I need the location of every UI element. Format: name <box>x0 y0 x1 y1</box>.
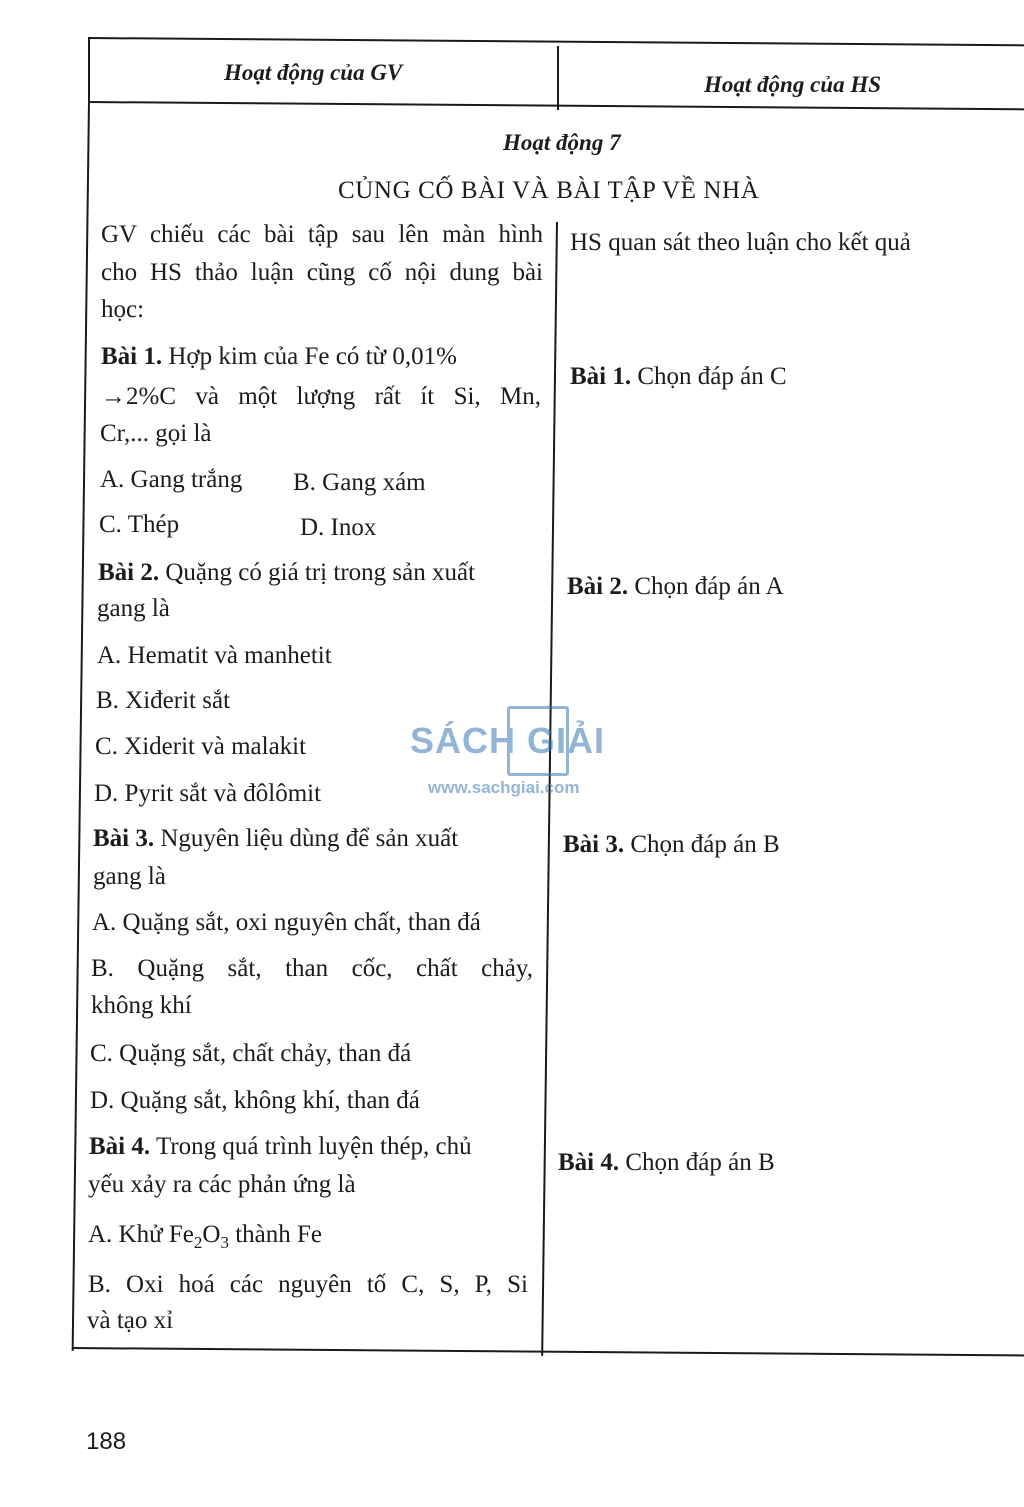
bai1-question-line-2: →2%C và một lượng rất ít Si, Mn, <box>101 383 541 410</box>
bai3-question-line-2: gang là <box>93 863 166 890</box>
bai3-answer <box>563 830 780 860</box>
bai4-question-line-2: yếu xảy ra các phản ứng là <box>88 1171 356 1198</box>
bai2-question-line-2: gang là <box>97 595 170 622</box>
intro-hs: HS quan sát theo luận cho kết quả <box>570 229 911 256</box>
bai4-question-line-1 <box>89 1132 472 1162</box>
bai3-text-1: Nguyên liệu dùng để sản xuất <box>160 825 459 852</box>
header-gv: Hoạt động của GV <box>224 60 403 85</box>
bai2-option-d: D. Pyrit sắt và đôlômit <box>94 780 322 807</box>
bai3-label: Bài 3. <box>93 825 155 852</box>
bai3-answer-text: Chọn đáp án B <box>630 831 780 858</box>
bai4-option-a <box>88 1220 322 1258</box>
oxygen-symbol: O <box>202 1221 221 1248</box>
bai3-question-line-1 <box>93 824 458 854</box>
bai1-label: Bài 1. <box>101 343 163 370</box>
watermark <box>410 706 620 796</box>
table-left-border <box>88 37 90 101</box>
page-number: 188 <box>86 1428 127 1455</box>
bai2-label: Bài 2. <box>98 559 160 586</box>
bai1-text-1: Hợp kim của Fe có từ 0,01% <box>168 343 457 370</box>
bai1-question-line-3: Cr,... gọi là <box>100 420 212 447</box>
bai3-option-b-line-1: B. Quặng sắt, than cốc, chất chảy, <box>91 955 533 982</box>
bai3-option-a: A. Quặng sắt, oxi nguyên chất, than đá <box>92 909 481 936</box>
table-bottom-border <box>72 1347 1024 1356</box>
bai4-answer <box>558 1148 775 1178</box>
bai3-option-c: C. Quặng sắt, chất chảy, than đá <box>90 1040 412 1067</box>
bai3-option-b-line-2: không khí <box>91 992 192 1019</box>
intro-gv-line-3: học: <box>101 296 145 323</box>
bai4-option-a-text: A. Khử Fe <box>88 1221 194 1248</box>
header-hs: Hoạt động của HS <box>704 72 882 97</box>
bai2-answer-label: Bài 2. <box>567 573 629 600</box>
bai1-answer-label: Bài 1. <box>570 363 632 390</box>
header-bottom-border <box>88 101 1024 110</box>
bai4-answer-label: Bài 4. <box>558 1149 620 1176</box>
table-top-border <box>88 37 1024 46</box>
column-divider-header <box>557 46 559 110</box>
table-left-border-body <box>72 101 90 1351</box>
intro-gv-line-2: cho HS thảo luận cũng cố nội dung bài <box>101 259 543 286</box>
bai1-option-b: B. Gang xám <box>293 469 426 496</box>
bai1-answer-text: Chọn đáp án C <box>637 363 787 390</box>
bai1-option-a: A. Gang trắng <box>100 466 243 493</box>
bai2-option-b: B. Xiđerit sắt <box>96 687 231 714</box>
bai4-text-1: Trong quá trình luyện thép, chủ <box>155 1133 472 1160</box>
subscript-3: 3 <box>220 1233 229 1252</box>
bai4-label: Bài 4. <box>89 1133 151 1160</box>
watermark-logo: SÁCH GIẢI <box>410 720 606 761</box>
bai1-answer <box>570 362 787 392</box>
bai3-answer-label: Bài 3. <box>563 831 625 858</box>
watermark-url: www.sachgiai.com <box>428 778 580 797</box>
bai4-option-a-tail: thành Fe <box>228 1221 323 1248</box>
bai2-option-c: C. Xiderit và malakit <box>95 733 307 760</box>
bai2-text-1: Quặng có giá trị trong sản xuất <box>165 559 476 586</box>
activity-title: CỦNG CỐ BÀI VÀ BÀI TẬP VỀ NHÀ <box>338 177 760 204</box>
bai1-question-line-1 <box>101 342 457 372</box>
bai4-option-b-line-2: và tạo xỉ <box>87 1307 174 1334</box>
bai2-question-line-1 <box>98 558 475 588</box>
bai3-option-d: D. Quặng sắt, không khí, than đá <box>90 1087 420 1114</box>
bai4-option-b-line-1: B. Oxi hoá các nguyên tố C, S, P, Si <box>88 1271 528 1298</box>
intro-gv-line-1: GV chiếu các bài tập sau lên màn hình <box>101 221 543 248</box>
bai2-option-a: A. Hematit và manhetit <box>97 642 332 669</box>
bai2-answer <box>567 572 784 602</box>
bai1-option-d: D. Inox <box>300 514 377 541</box>
activity-label: Hoạt động 7 <box>503 130 621 155</box>
subscript-2: 2 <box>193 1233 203 1252</box>
bai4-answer-text: Chọn đáp án B <box>625 1149 775 1176</box>
bai1-option-c: C. Thép <box>99 511 180 538</box>
bai2-answer-text: Chọn đáp án A <box>634 573 784 600</box>
